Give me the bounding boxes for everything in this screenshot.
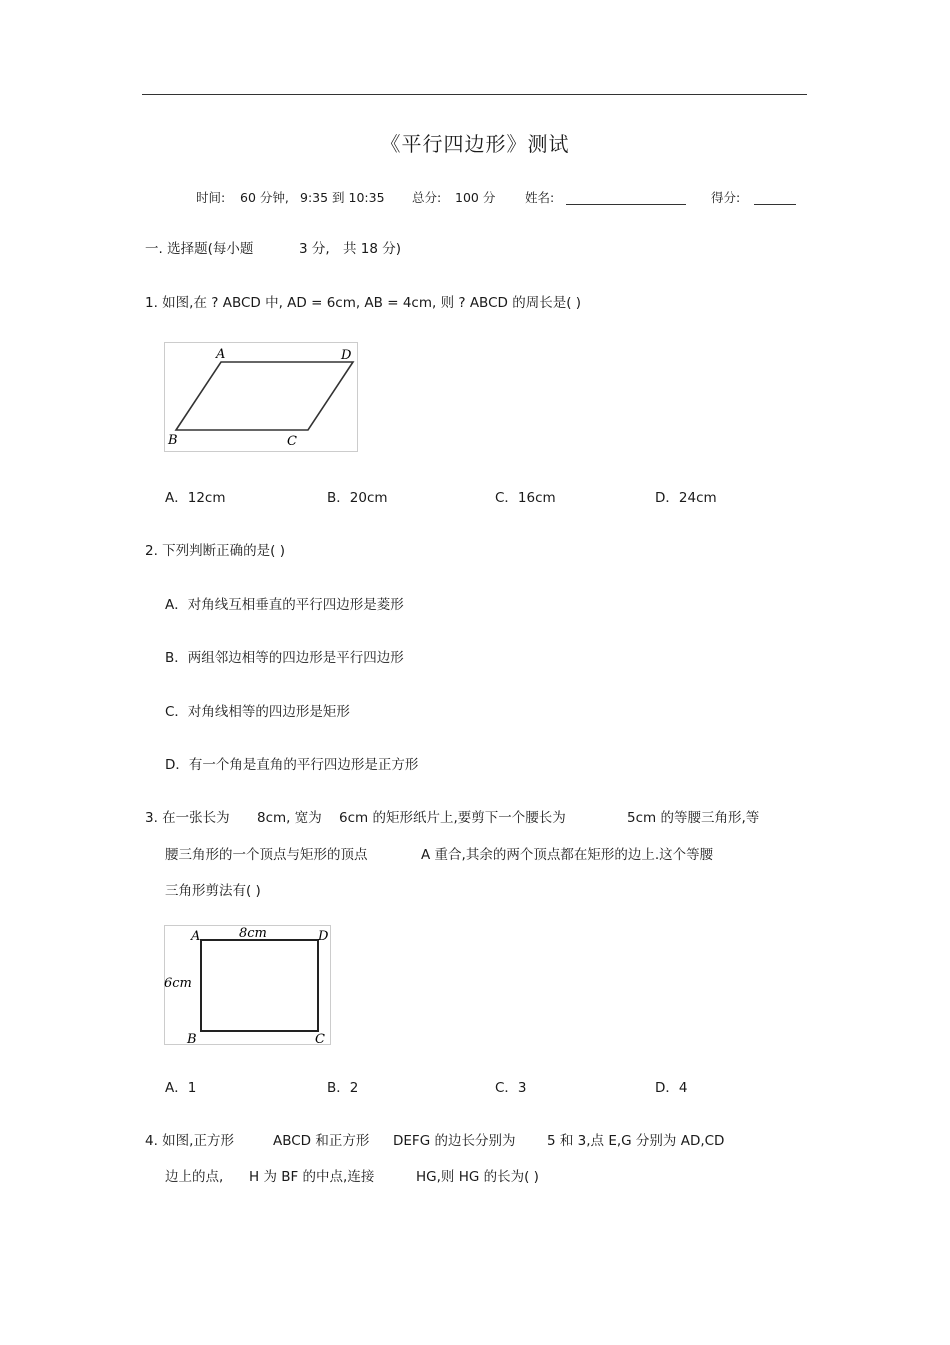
q4-line2-a: 边上的点, — [165, 1169, 224, 1185]
q4-line1-c: DEFG 的边长分别为 — [393, 1133, 516, 1149]
q3-label-top-length: 8cm — [239, 926, 267, 941]
q2-option-c: C．对角线相等的四边形是矩形 — [165, 704, 350, 720]
q4-line2-b: H 为 BF 的中点,连接 — [249, 1169, 375, 1185]
q4-line2-c: HG,则 HG 的长为( ) — [416, 1169, 539, 1185]
q1-parallelogram-figure — [164, 342, 360, 458]
q3-option-c: C．3 — [495, 1080, 527, 1096]
q3-rectangle-figure — [164, 925, 334, 1051]
q4-line1-d: 5 和 3,点 E,G 分别为 AD,CD — [547, 1133, 725, 1149]
q2-option-a: A．对角线互相垂直的平行四边形是菱形 — [165, 597, 404, 613]
q4-line1-a: 4. 如图,正方形 — [145, 1133, 234, 1149]
name-blank — [566, 204, 686, 205]
q3-label-d: D — [318, 929, 329, 944]
q1-label-b: B — [168, 433, 178, 448]
q3-label-a: A — [191, 929, 201, 944]
q3-line1-b: 8cm, 宽为 — [257, 810, 322, 826]
q1-option-b: B．20cm — [327, 490, 388, 506]
score-blank — [754, 204, 796, 205]
q4-line1-b: ABCD 和正方形 — [273, 1133, 370, 1149]
q3-option-a: A．1 — [165, 1080, 197, 1096]
section-total: 共 18 分) — [343, 241, 402, 257]
q1-label-c: C — [287, 434, 297, 449]
time-range: 9:35 到 10:35 — [300, 190, 385, 205]
q3-rectangle-shape — [201, 940, 318, 1031]
q3-line1-c: 6cm 的矩形纸片上,要剪下一个腰长为 — [339, 810, 566, 826]
q3-label-b: B — [187, 1032, 197, 1047]
q3-line2-b: A 重合,其余的两个顶点都在矩形的边上.这个等腰 — [421, 847, 714, 863]
q1-label-a: A — [216, 347, 226, 362]
q3-line1-a: 3. 在一张长为 — [145, 810, 230, 826]
q1-figure-frame — [165, 343, 358, 452]
section-points: 3 分, — [299, 241, 330, 257]
section-heading: 一. 选择题(每小题 — [145, 241, 254, 257]
q1-option-c: C．16cm — [495, 490, 556, 506]
q1-option-d: D．24cm — [655, 490, 717, 506]
q3-label-c: C — [315, 1032, 325, 1047]
q3-line1-d: 5cm 的等腰三角形,等 — [627, 810, 760, 826]
q3-line3: 三角形剪法有( ) — [165, 883, 261, 899]
q2-option-b: B．两组邻边相等的四边形是平行四边形 — [165, 650, 404, 666]
q3-label-left-width: 6cm — [164, 976, 192, 991]
q3-option-d: D．4 — [655, 1080, 688, 1096]
page-title: 《平行四边形》测试 — [380, 132, 570, 156]
q2-stem: 2. 下列判断正确的是( ) — [145, 543, 285, 559]
q3-option-b: B．2 — [327, 1080, 359, 1096]
total-value: 100 分 — [455, 190, 496, 205]
q1-stem: 1. 如图,在 ? ABCD 中, AD = 6cm, AB = 4cm, 则 ? ABCD 的周长是( ) — [145, 295, 582, 311]
q1-label-d: D — [341, 348, 352, 363]
time-label: 时间: — [196, 190, 226, 205]
header-rule — [142, 94, 807, 95]
q1-parallelogram-shape — [176, 362, 353, 430]
q1-figure-svg — [164, 342, 360, 454]
score-label: 得分: — [711, 190, 741, 205]
total-label: 总分: — [412, 190, 442, 205]
q2-option-d: D．有一个角是直角的平行四边形是正方形 — [165, 757, 419, 773]
q3-figure-svg — [164, 925, 334, 1047]
time-value: 60 分钟, — [240, 190, 289, 205]
q3-line2-a: 腰三角形的一个顶点与矩形的顶点 — [165, 847, 368, 863]
q1-option-a: A．12cm — [165, 490, 226, 506]
name-label: 姓名: — [525, 190, 555, 205]
